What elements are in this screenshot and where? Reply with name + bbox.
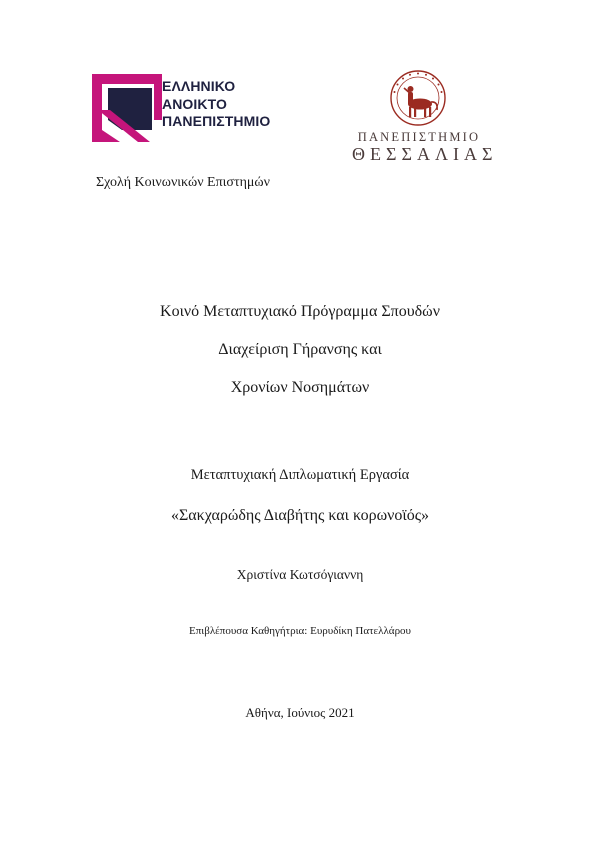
eap-logo-line-1: ΕΛΛΗΝΙΚΟ bbox=[162, 78, 236, 94]
eap-logo-text bbox=[162, 78, 270, 131]
program-title-line-1: Κοινό Μεταπτυχιακό Πρόγραμμα Σπουδών bbox=[160, 303, 440, 320]
eap-logo-line-3: ΠΑΝΕΠΙΣΤΗΜΙΟ bbox=[162, 113, 271, 129]
thesis-title: «Σακχαρώδης Διαβήτης και κορωνοϊός» bbox=[170, 507, 430, 524]
eap-emblem-icon bbox=[92, 70, 162, 144]
uth-logo-text-line-2: ΘΕΣΣΑΛΙΑΣ bbox=[352, 144, 498, 164]
centaur-seal-icon bbox=[388, 68, 448, 130]
supervisor-line: Επιβλέπουσα Καθηγήτρια: Ευρυδίκη Πατελλάρου bbox=[189, 625, 411, 637]
eap-logo-line-2: ΑΝΟΙΚΤΟ bbox=[162, 95, 227, 112]
uth-logo-text-line-1: ΠΑΝΕΠΙΣΤΗΜΙΟ bbox=[357, 130, 481, 144]
author-name: Χριστίνα Κωτσόγιαννη bbox=[236, 567, 364, 582]
program-title-line-2: Διαχείριση Γήρανσης και bbox=[218, 341, 382, 358]
program-title-line-3: Χρονίων Νοσημάτων bbox=[230, 379, 370, 396]
uth-seal-logo bbox=[388, 68, 448, 130]
school-name: Σχολή Κοινωνικών Επιστημών bbox=[96, 175, 270, 190]
place-date: Αθήνα, Ιούνιος 2021 bbox=[245, 705, 355, 720]
thesis-type: Μεταπτυχιακή Διπλωματική Εργασία bbox=[190, 467, 410, 483]
eap-logo bbox=[92, 70, 282, 144]
